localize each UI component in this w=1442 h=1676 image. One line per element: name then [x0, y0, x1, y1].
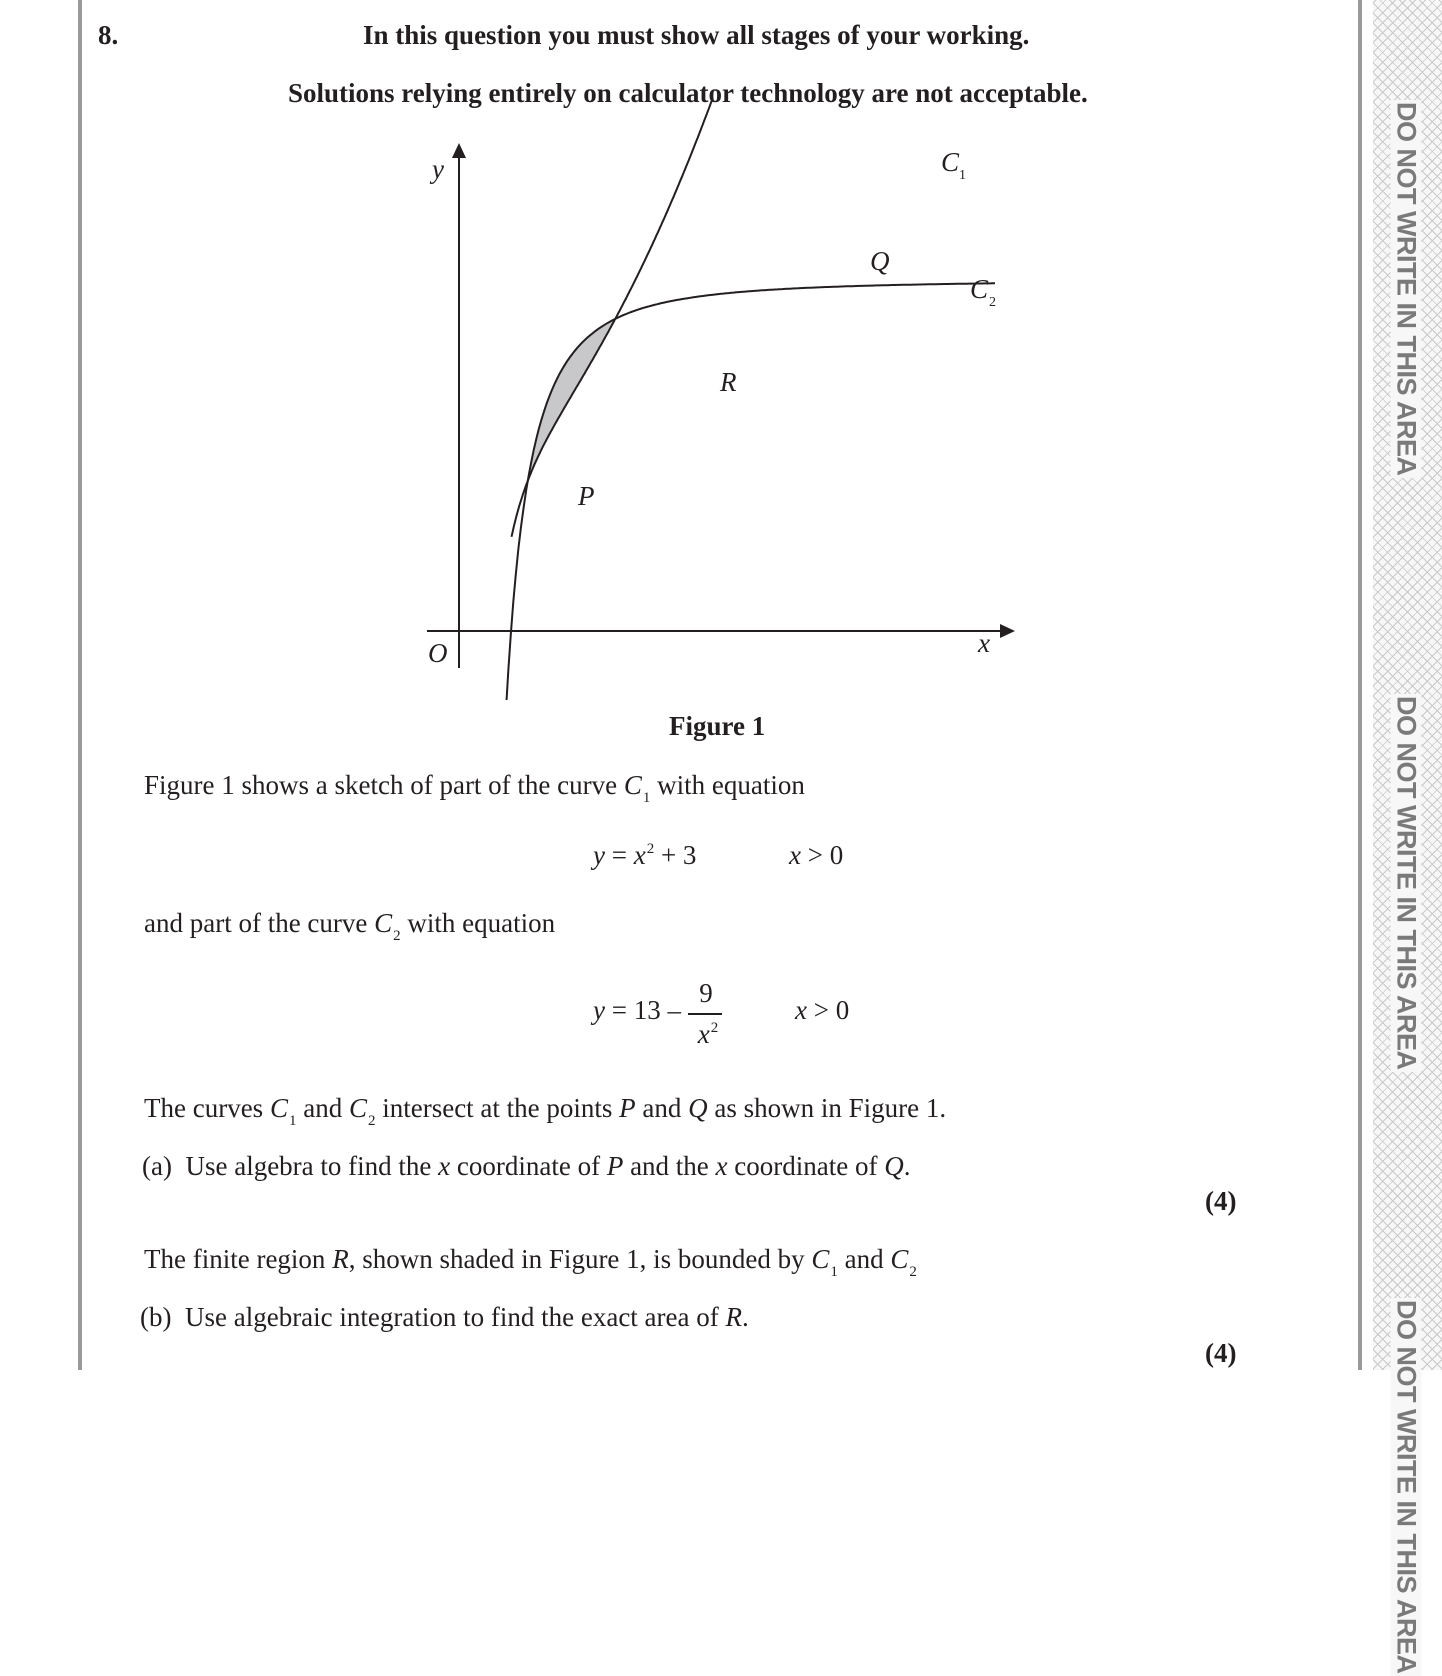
equation-c2-denominator: $x^2$: [697, 1019, 719, 1049]
curve-c2-label: C: [970, 274, 989, 304]
point-p-label: P: [578, 481, 595, 511]
figure-caption: Figure 1: [669, 711, 766, 741]
y-axis-arrow: [452, 143, 466, 158]
equation-c1-domain: x > 0: [789, 840, 844, 870]
x-axis-arrow: [1000, 624, 1015, 638]
equation-c2-numerator: 9: [699, 978, 713, 1008]
equation-c2-domain: x > 0: [795, 995, 850, 1025]
intro-c1-sentence: Figure 1 shows a sketch of part of the curve $C_1$ with equation: [144, 770, 805, 806]
region-r-label: R: [720, 367, 737, 397]
part-a-marks: (4): [1205, 1186, 1237, 1216]
part-b-marks: (4): [1205, 1338, 1237, 1368]
x-axis-label: x: [978, 628, 990, 658]
curve-c2-label-sub: 2: [989, 295, 996, 310]
curve-c1-label: C: [941, 147, 960, 177]
point-q-label: Q: [870, 246, 890, 276]
figure-1: [0, 0, 1442, 700]
intro-c2-sentence: and part of the curve $C_2$ with equation: [144, 908, 556, 944]
y-axis-label: y: [432, 154, 444, 184]
fraction-bar: [688, 1013, 722, 1015]
part-b-text: (b) Use algebraic integration to find the exact area of R.: [140, 1302, 749, 1332]
intersection-sentence: The curves $C_1$ and $C_2$ intersect at the points P and Q as shown in Figure 1.: [144, 1093, 947, 1129]
curve-c1-label-sub: 1: [959, 168, 966, 183]
curve-c1: [512, 98, 713, 537]
part-a-text: (a) Use algebra to find the x coordinate of P and the x coordinate of Q.: [142, 1151, 911, 1181]
equation-c2-lhs: y = 13 –: [593, 995, 681, 1025]
region-sentence: The finite region R, shown shaded in Figure 1, is bounded by $C_1$ and $C_2$: [144, 1244, 917, 1280]
origin-label: O: [428, 638, 448, 668]
curve-c2: [490, 283, 1003, 700]
question-number: 8.: [98, 20, 119, 50]
equation-c1: $y = x^2 + 3$: [593, 840, 697, 870]
